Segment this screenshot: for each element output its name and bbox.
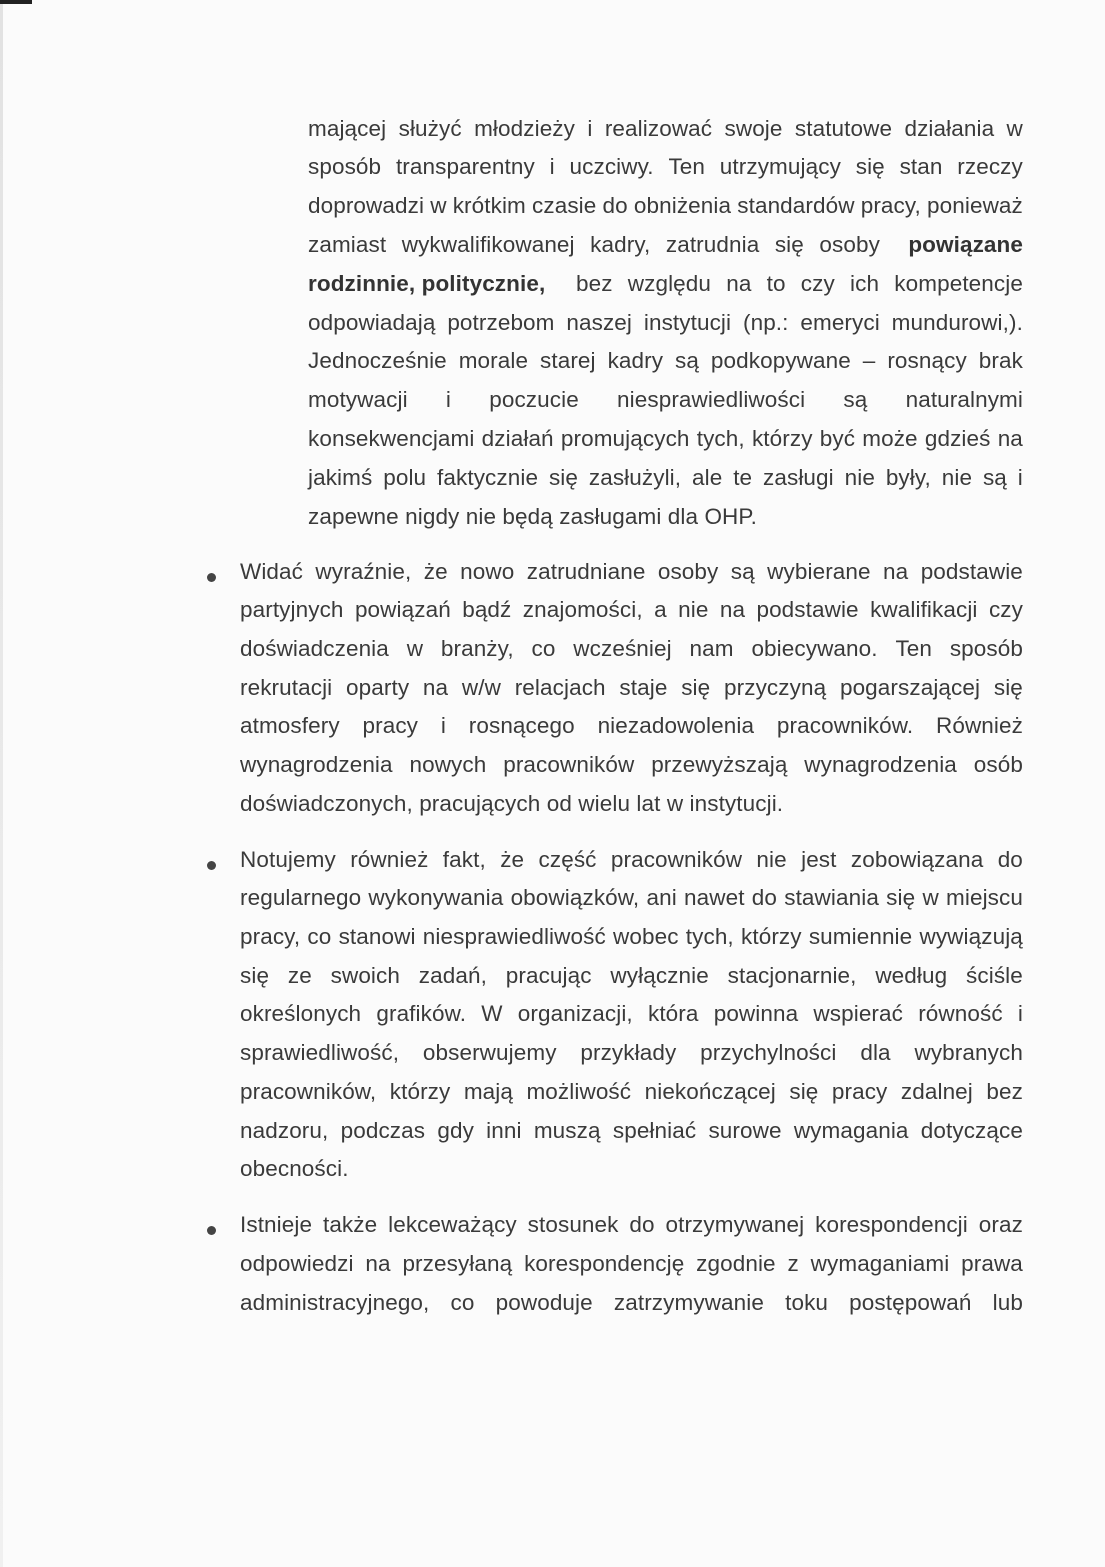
bullet-icon	[207, 573, 216, 582]
text-line	[240, 917, 1023, 956]
word: wymaganiami	[810, 1251, 950, 1276]
word: ale	[692, 465, 723, 490]
word: –	[862, 348, 876, 373]
word: brak	[978, 348, 1023, 373]
word: zatrudnia	[665, 232, 760, 257]
word: partyjnych	[240, 597, 344, 622]
word: są	[730, 559, 755, 584]
word: były,	[885, 465, 931, 490]
word: grafików.	[376, 1001, 467, 1026]
word: na	[883, 559, 909, 584]
word: stawiania	[784, 885, 879, 910]
text-line	[308, 380, 1023, 419]
word: osoby	[819, 232, 880, 257]
word: zatrzymywanie	[613, 1290, 764, 1315]
word: motywacji	[308, 387, 408, 412]
word: dotyczące	[920, 1118, 1023, 1143]
text-line	[240, 629, 1023, 668]
word: nie	[844, 465, 875, 490]
word: się	[548, 465, 578, 490]
word: osób	[973, 752, 1023, 777]
word: są	[982, 465, 1007, 490]
word: statutowe	[794, 116, 893, 141]
word: z	[787, 1251, 799, 1276]
text-line: obecności.	[240, 1156, 349, 1181]
word: również	[350, 847, 429, 872]
word: niesprawiedliwość	[422, 924, 606, 949]
word: jest	[801, 847, 837, 872]
text-line	[240, 956, 1023, 995]
word: administracyjnego,	[240, 1290, 430, 1315]
word: bądź	[462, 597, 512, 622]
word: uczciwy.	[569, 154, 654, 179]
word: która	[647, 1001, 699, 1026]
word: podkopywane	[710, 348, 851, 373]
word: nowych	[409, 752, 487, 777]
word: naturalnymi	[905, 387, 1023, 412]
word: toku	[785, 1290, 829, 1315]
word: ich	[850, 271, 880, 296]
word: wyraźnie,	[315, 559, 412, 584]
word: odpowiedzi	[240, 1251, 354, 1276]
word: rosnącego	[468, 713, 575, 738]
text-line	[240, 878, 1023, 917]
word: którzy	[741, 924, 802, 949]
text-line: doświadczonych, pracujących od wielu lat w instytucji.	[240, 791, 784, 816]
word: Również	[936, 713, 1023, 738]
word: na	[422, 675, 449, 700]
word: że	[500, 847, 525, 872]
word: oparty	[346, 675, 410, 700]
word: pracy	[831, 1079, 888, 1104]
word: znajomości,	[522, 597, 643, 622]
word: w	[406, 636, 424, 661]
word: korespondencję	[524, 1251, 685, 1276]
word: Ten	[895, 636, 933, 661]
word: powiązań	[354, 597, 451, 622]
word: względu	[627, 271, 712, 296]
word: działań	[481, 426, 554, 451]
word: regularnego	[240, 885, 362, 910]
word: stosunek	[527, 1212, 619, 1237]
word: wymagania	[793, 1118, 909, 1143]
word: zasłużyli,	[588, 465, 682, 490]
word: którzy	[389, 1079, 451, 1104]
text-line	[308, 303, 1023, 342]
word: pracy,	[860, 193, 921, 218]
word: Notujemy	[240, 847, 336, 872]
word: nowo	[460, 559, 515, 584]
word: obiecywano.	[751, 636, 878, 661]
text-line	[240, 668, 1023, 707]
word: nie	[756, 847, 787, 872]
word: tych,	[685, 924, 734, 949]
text-line	[308, 147, 1023, 186]
word: sposób	[949, 636, 1023, 661]
word: i	[587, 116, 593, 141]
text-line	[240, 1072, 1023, 1111]
text-segment	[576, 264, 1023, 303]
scan-edge	[0, 0, 3, 1567]
word: w	[1006, 116, 1023, 141]
word: w	[922, 885, 939, 910]
word: powoduje	[495, 1290, 593, 1315]
text-line	[308, 458, 1023, 497]
word: stacjonarnie,	[727, 963, 857, 988]
word: obserwujemy	[422, 1040, 557, 1065]
word: prawa	[961, 1251, 1023, 1276]
word: Ten	[668, 154, 706, 179]
word: w/w	[461, 675, 501, 700]
word: inni	[486, 1118, 522, 1143]
word: nie	[941, 465, 973, 490]
text-line	[240, 1033, 1023, 1072]
word: kwalifikacji	[870, 597, 978, 622]
word: wynagrodzenia	[240, 752, 393, 777]
text-line	[308, 225, 1023, 264]
word: poczucie	[489, 387, 579, 412]
word: są	[675, 348, 699, 373]
word: krótkim	[452, 193, 526, 218]
word: zgodnie	[696, 1251, 776, 1276]
word: zobowiązana	[850, 847, 984, 872]
word: lub	[992, 1290, 1023, 1315]
word: kadry	[607, 348, 664, 373]
word: polu	[383, 465, 427, 490]
word: się	[789, 1079, 819, 1104]
text-line	[240, 1244, 1023, 1283]
word: te	[733, 465, 753, 490]
text-line	[308, 419, 1023, 458]
text-line	[308, 341, 1023, 380]
word: organizacji,	[517, 1001, 633, 1026]
word: staje	[619, 675, 668, 700]
word: się	[774, 232, 804, 257]
word: korespondencji	[815, 1212, 968, 1237]
word: do	[602, 193, 628, 218]
word: transparentny	[395, 154, 535, 179]
word: być	[819, 426, 856, 451]
word: emeryci	[800, 310, 880, 335]
word: młodzieży	[474, 116, 576, 141]
word: się	[886, 885, 916, 910]
word: zadań,	[418, 963, 487, 988]
word: wybranych	[914, 1040, 1023, 1065]
word: jakimś	[308, 465, 373, 490]
word: Widać	[240, 559, 304, 584]
scan-mark	[0, 0, 32, 4]
word: surowe	[708, 1118, 782, 1143]
word: doprowadzi	[308, 193, 425, 218]
word: tych,	[696, 426, 745, 451]
word: mającej	[308, 116, 387, 141]
text-line	[308, 264, 1023, 303]
word: miejscu	[946, 885, 1023, 910]
word: pracowników,	[240, 1079, 377, 1104]
word: część	[538, 847, 597, 872]
word: wspierać	[813, 1001, 903, 1026]
word: obniżenia	[633, 193, 732, 218]
word: pracowników	[503, 752, 635, 777]
word: stanowi	[338, 924, 416, 949]
word: bez	[986, 1079, 1023, 1104]
word: się	[855, 154, 885, 179]
word: wobec	[613, 924, 679, 949]
word: wynagrodzenia	[804, 752, 957, 777]
word: i	[1017, 465, 1023, 490]
word: potrzebom	[447, 310, 555, 335]
text-line	[240, 1205, 1023, 1244]
word: fakt,	[442, 847, 486, 872]
word: czy	[988, 597, 1023, 622]
text-line: zapewne nigdy nie będą zasługami dla OHP.	[308, 504, 757, 529]
word: którzy	[751, 426, 813, 451]
word: że	[423, 559, 448, 584]
text-line	[240, 840, 1023, 879]
word: zatrudniane	[526, 559, 646, 584]
word: pracując	[505, 963, 592, 988]
word: czy	[800, 271, 835, 296]
word: branży,	[440, 636, 514, 661]
word: ani	[646, 885, 677, 910]
word: swoje	[724, 116, 783, 141]
word: ponieważ	[927, 193, 1023, 218]
word: się	[993, 675, 1023, 700]
word: obowiązków,	[510, 885, 640, 910]
word: konsekwencjami	[308, 426, 475, 451]
word: wcześniej	[573, 636, 672, 661]
word: są	[843, 387, 868, 412]
bold-text: powiązane	[908, 232, 1023, 257]
word: sposób	[308, 154, 382, 179]
bold-text: rodzinnie, politycznie,	[308, 271, 546, 296]
text-line	[240, 1111, 1023, 1150]
word: otrzymywanej	[665, 1212, 805, 1237]
word: pracy,	[240, 924, 301, 949]
word: stan	[899, 154, 943, 179]
word: atmosfery	[240, 713, 340, 738]
word: w	[430, 193, 447, 218]
word: doświadczenia	[240, 636, 389, 661]
word: na	[365, 1251, 391, 1276]
word: możliwość	[526, 1079, 632, 1104]
word: przychylności	[700, 1040, 837, 1065]
text-line	[240, 552, 1023, 591]
word: według	[875, 963, 948, 988]
word: pracowników	[610, 847, 743, 872]
word: relacjach	[514, 675, 606, 700]
bullet-icon	[207, 1226, 216, 1235]
word: W	[481, 1001, 503, 1026]
word: morale	[458, 348, 529, 373]
word: równość	[918, 1001, 1003, 1026]
word: to	[766, 271, 786, 296]
word: kadry,	[590, 232, 651, 257]
word: wywiązują	[919, 924, 1023, 949]
word: sprawiedliwość,	[240, 1040, 400, 1065]
word: przesyłaną	[402, 1251, 513, 1276]
word: przewyższają	[651, 752, 788, 777]
word: osoby	[657, 559, 719, 584]
word: i	[440, 713, 446, 738]
word: promujących	[560, 426, 690, 451]
word: się	[681, 675, 711, 700]
word: rekrutacji	[240, 675, 333, 700]
word: na	[726, 271, 752, 296]
word: i	[549, 154, 555, 179]
word: działania	[904, 116, 995, 141]
bullet-icon	[207, 861, 216, 870]
word: przykłady	[580, 1040, 677, 1065]
word: co	[307, 924, 332, 949]
word: na	[719, 597, 746, 622]
word: do	[997, 847, 1023, 872]
word: swoich	[330, 963, 400, 988]
word: przyczyną	[724, 675, 827, 700]
word: wybierane	[767, 559, 871, 584]
word: i	[1017, 1001, 1023, 1026]
word: wykwalifikowanej	[401, 232, 575, 257]
word: postępowań	[849, 1290, 972, 1315]
word: do	[629, 1212, 655, 1237]
word: bez	[576, 271, 613, 296]
word: zamiast	[308, 232, 387, 257]
word: Jednocześnie	[308, 348, 447, 373]
word: i	[445, 387, 451, 412]
word: do	[751, 885, 778, 910]
word: faktycznie	[437, 465, 539, 490]
text-line	[240, 706, 1023, 745]
text-line	[240, 994, 1023, 1033]
word: podstawie	[920, 559, 1023, 584]
word: sumiennie	[808, 924, 913, 949]
word: odpowiadają	[308, 310, 436, 335]
word: wykonywania	[368, 885, 504, 910]
text-line	[308, 109, 1023, 148]
word: niesprawiedliwości	[617, 387, 806, 412]
word: podstawie	[756, 597, 859, 622]
word: spełniać	[612, 1118, 697, 1143]
word: rosnący	[887, 348, 967, 373]
text-line	[240, 1283, 1023, 1322]
word: co	[531, 636, 556, 661]
word: co	[450, 1290, 475, 1315]
word: pracowników.	[776, 713, 914, 738]
word: (np.:	[742, 310, 789, 335]
word: a	[654, 597, 667, 622]
text-line	[240, 590, 1023, 629]
word: podczas	[340, 1118, 426, 1143]
word: starej	[540, 348, 596, 373]
word: oraz	[978, 1212, 1023, 1237]
word: wyłącznie	[610, 963, 709, 988]
word: nie	[678, 597, 709, 622]
word: określonych	[240, 1001, 362, 1026]
word: utrzymujący	[719, 154, 841, 179]
word: nam	[689, 636, 734, 661]
word: mają	[463, 1079, 513, 1104]
word: niekończącej	[644, 1079, 776, 1104]
word: powinna	[713, 1001, 799, 1026]
word: ściśle	[966, 963, 1023, 988]
word: czasie	[532, 193, 597, 218]
text-line	[240, 745, 1023, 784]
word: służyć	[398, 116, 462, 141]
word: także	[322, 1212, 378, 1237]
word: nawet	[684, 885, 745, 910]
word: naszej	[566, 310, 633, 335]
word: Istnieje	[240, 1212, 313, 1237]
word: instytucji	[643, 310, 732, 335]
word: standardów	[737, 193, 855, 218]
word: na	[997, 426, 1023, 451]
word: rzeczy	[957, 154, 1023, 179]
word: nadzoru,	[240, 1118, 329, 1143]
word: pogarszającej	[839, 675, 981, 700]
word: ze	[287, 963, 312, 988]
text-line	[308, 186, 1023, 225]
word: zasługi	[763, 465, 834, 490]
word: gdy	[437, 1118, 474, 1143]
text-segment	[308, 225, 880, 264]
word: dla	[860, 1040, 891, 1065]
word: może	[862, 426, 918, 451]
word: mundurowi,).	[891, 310, 1023, 335]
word: muszą	[533, 1118, 601, 1143]
word: lekceważący	[388, 1212, 517, 1237]
word: pracy	[362, 713, 419, 738]
word: realizować	[604, 116, 713, 141]
word: zdalnej	[900, 1079, 973, 1104]
word: gdzieś	[924, 426, 991, 451]
word: kompetencje	[894, 271, 1023, 296]
word: niezadowolenia	[597, 713, 755, 738]
word: się	[240, 963, 270, 988]
